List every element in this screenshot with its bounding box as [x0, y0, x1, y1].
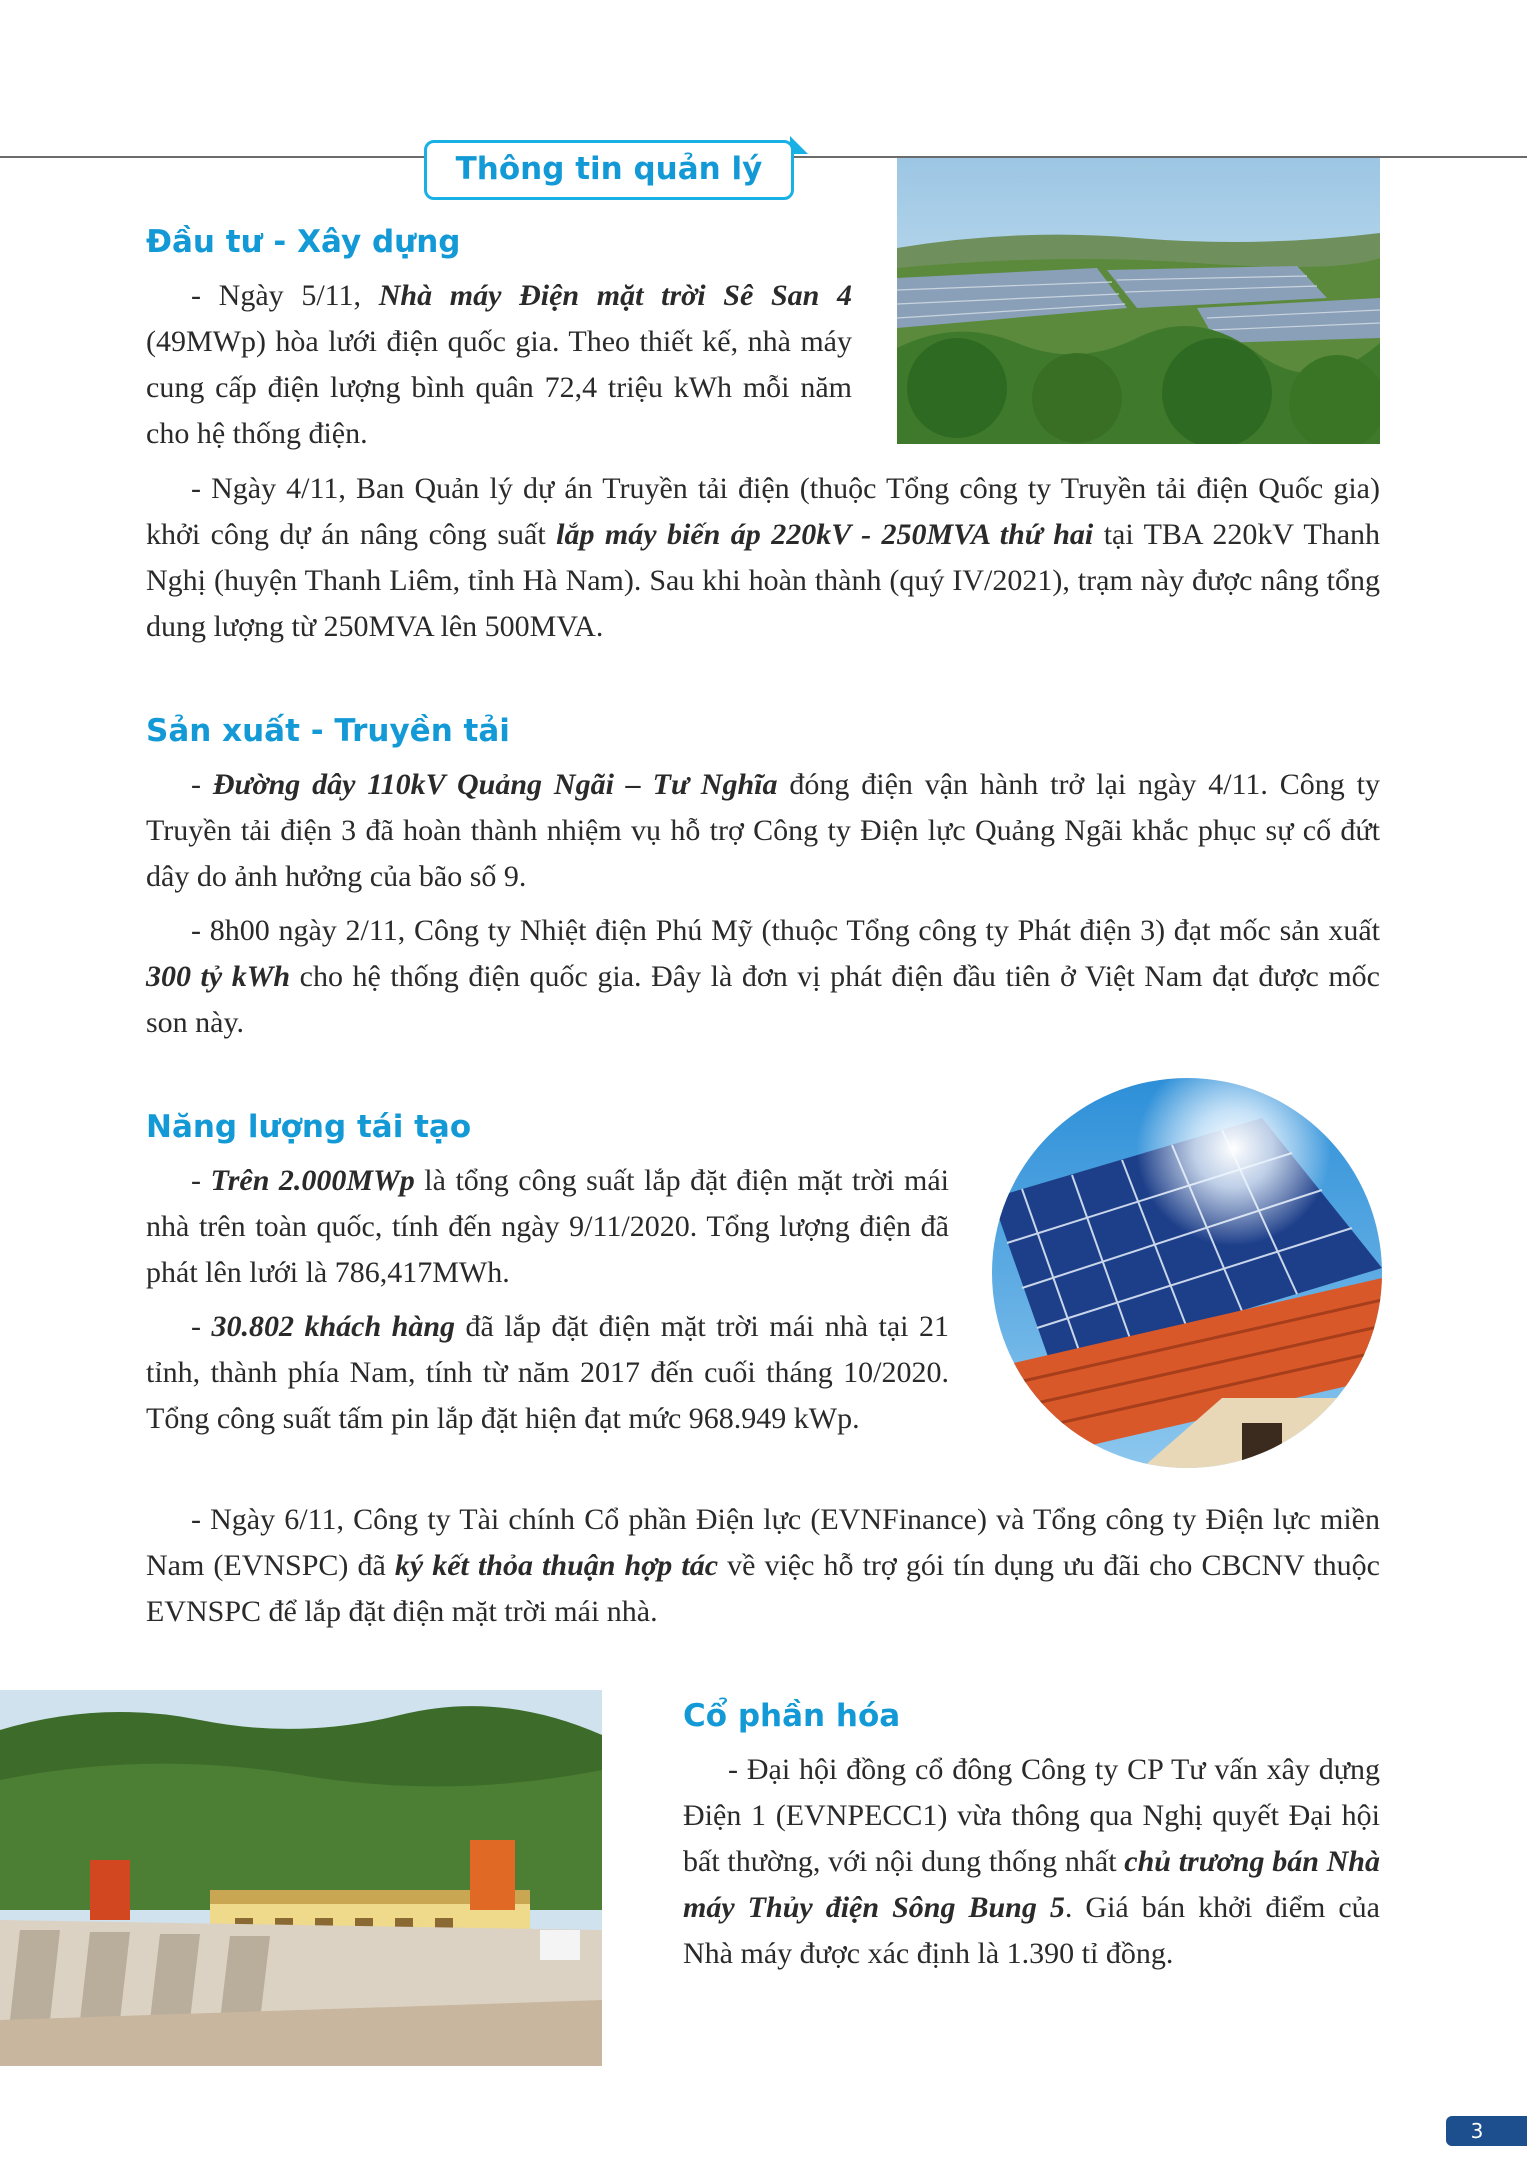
paragraph-nang-luong-2: - 30.802 khách hàng đã lắp đặt điện mặt trời mái nhà tại 21 tỉnh, thành phía Nam, tính từ năm 2017 đến cuối tháng 10/2020. Tổng công suất tấm pin lắp đặt hiện đạt mức 968.949 kWp. [146, 1310, 949, 1435]
page-number: 3 [1446, 2116, 1508, 2146]
heading-nang-luong: Năng lượng tái tạo [146, 1109, 472, 1145]
page-number-strip [1508, 2116, 1527, 2146]
paragraph-nang-luong-1: - Trên 2.000MWp là tổng công suất lắp đặt điện mặt trời mái nhà trên toàn quốc, tính đến ngày 9/11/2020. Tổng lượng điện đã phát lên lưới là 786,417MWh. [146, 1164, 949, 1289]
hydropower-plant-photo [0, 1690, 602, 2066]
paragraph-nang-luong-3: - Ngày 6/11, Công ty Tài chính Cổ phần Điện lực (EVNFinance) và Tổng công ty Điện lực miền Nam (EVNSPC) đã ký kết thỏa thuận hợp tác về việc hỗ trợ gói tín dụng ưu đãi cho CBCNV thuộc EVNSPC để lắp đặt điện mặt trời mái nhà. [146, 1503, 1381, 1628]
solar-farm-photo [897, 158, 1380, 444]
heading-dau-tu: Đầu tư - Xây dựng [146, 224, 461, 260]
heading-co-phan: Cổ phần hóa [683, 1698, 901, 1734]
paragraph-co-phan-1: - Đại hội đồng cổ đông Công ty CP Tư vấn xây dựng Điện 1 (EVNPECC1) vừa thông qua Nghị quyết Đại hội bất thường, với nội dung thống nhất chủ trương bán Nhà máy Thủy điện Sông Bung 5. Giá bán khởi điểm của Nhà máy được xác định là 1.390 tỉ đồng. [683, 1753, 1381, 1970]
paragraph-san-xuat-1: - Đường dây 110kV Quảng Ngãi – Tư Nghĩa đóng điện vận hành trở lại ngày 4/11. Công ty Truyền tải điện 3 đã hoàn thành nhiệm vụ hỗ trợ Công ty Điện lực Quảng Ngãi khắc phục sự cố đứt dây do ảnh hưởng của bão số 9. [146, 768, 1380, 893]
paragraph-dau-tu-1: - Ngày 5/11, Nhà máy Điện mặt trời Sê San 4 (49MWp) hòa lưới điện quốc gia. Theo thiết kế, nhà máy cung cấp điện lượng bình quân 72,4 triệu kWh mỗi năm cho hệ thống điện. [146, 279, 853, 450]
paragraph-dau-tu-2: - Ngày 4/11, Ban Quản lý dự án Truyền tải điện (thuộc Tổng công ty Truyền tải điện Quốc gia) khởi công dự án nâng công suất lắp máy biến áp 220kV - 250MVA thứ hai tại TBA 220kV Thanh Nghị (huyện Thanh Liêm, tỉnh Hà Nam). Sau khi hoàn thành (quý IV/2021), trạm này được nâng tổng dung lượng từ 250MVA lên 500MVA. [146, 472, 1381, 643]
section-title: Thông tin quản lý [424, 140, 794, 200]
rooftop-solar-photo [992, 1078, 1382, 1468]
heading-san-xuat: Sản xuất - Truyền tải [146, 713, 510, 749]
paragraph-san-xuat-2: - 8h00 ngày 2/11, Công ty Nhiệt điện Phú Mỹ (thuộc Tổng công ty Phát điện 3) đạt mốc sản xuất 300 tỷ kWh cho hệ thống điện quốc gia. Đây là đơn vị phát điện đầu tiên ở Việt Nam đạt được mốc son này. [146, 914, 1380, 1039]
